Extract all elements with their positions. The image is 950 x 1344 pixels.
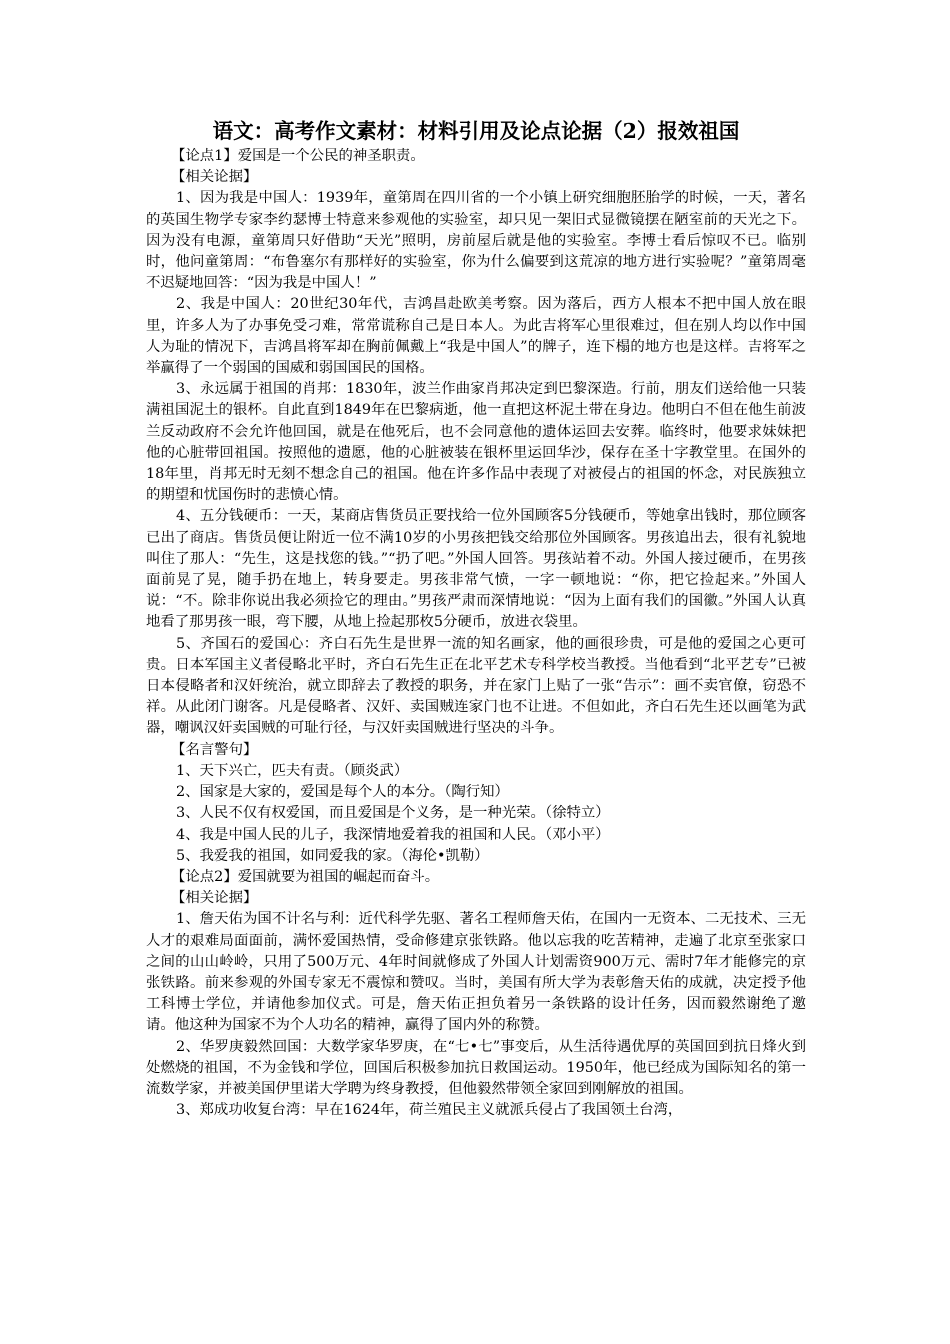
evidence-heading-2: 【相关论据】 [171, 890, 258, 907]
thesis-2: 【论点2】爱国就要为祖国的崛起而奋斗。 [171, 868, 440, 885]
evidence-paragraph: 1、因为我是中国人：1939年，童第周在四川省的一个小镇上研究细胞胚胎学的时候，一天，著名的英国生物学专家李约瑟博士特意来参观他的实验室，却只见一架旧式显微镜摆在陋室前的天光之下。因为没有电源，童第周只好借助“天光”照明，房前屋后就是他的实验室。李博士看后惊叹不已。临别时，他问童第周：“布鲁塞尔有那样好的实验室，你为什么偏要到这荒凉的地方进行实验呢？”童第周毫不迟疑地回答：“因为我是中国人！” [146, 190, 806, 292]
quote-item: 1、天下兴亡，匹夫有责。（顾炎武） [176, 762, 409, 779]
evidence-paragraph: 2、我是中国人：20世纪30年代，吉鸿昌赴欧美考察。因为落后，西方人根本不把中国人放在眼里，许多人为了办事免受刁难，常常谎称自己是日本人。为此吉将军心里很难过，但在别人均以作中国人为耻的情况下，吉鸿昌将军却在胸前佩戴上“我是中国人”的牌子，连下榻的地方也是这样。吉将军之举赢得了一个弱国的国威和弱国国民的国格。 [146, 296, 806, 377]
quote-item: 4、我是中国人民的儿子，我深情地爱着我的祖国和人民。（邓小平） [176, 826, 610, 843]
evidence-paragraph: 4、五分钱硬币：一天，某商店售货员正要找给一位外国顾客5分钱硬币，等她拿出钱时，那位顾客已出了商店。售货员便让附近一位不满10岁的小男孩把钱交给那位外国顾客。男孩追出去，很有礼貌地叫住了那人：“先生，这是找您的钱。”“扔了吧。”外国人回答。男孩站着不动。外国人接过硬币，在男孩面前晃了晃，随手扔在地上，转身要走。男孩非常气愤，一字一顿地说：“你，把它捡起来。”外国人说：“不。除非你说出我必须捡它的理由。”男孩严肃而深情地说：“因为上面有我们的国徽。”外国人认真地看了那男孩一眼，弯下腰，从地上捡起那枚5分硬币，放进衣袋里。 [146, 508, 806, 631]
evidence-paragraph: 3、郑成功收复台湾：早在1624年，荷兰殖民主义就派兵侵占了我国领土台湾， [176, 1102, 683, 1119]
quotes-heading: 【名言警句】 [171, 741, 258, 758]
quote-item: 2、国家是大家的，爱国是每个人的本分。（陶行知） [176, 784, 509, 801]
thesis-1: 【论点1】爱国是一个公民的神圣职责。 [171, 148, 425, 164]
quote-item: 3、人民不仅有权爱国，而且爱国是个义务，是一种光荣。（徐特立） [176, 805, 610, 822]
evidence-paragraph: 1、詹天佑为国不计名与利：近代科学先驱、著名工程师詹天佑，在国内一无资本、二无技术、三无人才的艰难局面面前，满怀爱国热情，受命修建京张铁路。他以忘我的吃苦精神，走遍了北京至张家口之间的山山岭岭，只用了500万元、4年时间就修成了外国人计划需资900万元、需时7年才能修完的京张铁路。前来参观的外国专家无不震惊和赞叹。当时，美国有所大学为表彰詹天佑的成就，决定授予他工科博士学位，并请他参加仪式。可是，詹天佑正担负着另一条铁路的设计任务，因而毅然谢绝了邀请。他这种为国家不为个人功名的精神，赢得了国内外的称赞。 [146, 911, 806, 1034]
evidence-paragraph: 2、华罗庚毅然回国：大数学家华罗庚，在“七•七”事变后，从生活待遇优厚的英国回到抗日烽火到处燃烧的祖国，不为金钱和学位，回国后积极参加抗日救国运动。1950年，他已经成为国际知名的第一流数学家，并被美国伊里诺大学聘为终身教授，但他毅然带领全家回到刚解放的祖国。 [146, 1038, 806, 1097]
document-title: 语文：高考作文素材：材料引用及论点论据（2）报效祖国 [212, 119, 740, 143]
evidence-paragraph: 3、永远属于祖国的肖邦：1830年，波兰作曲家肖邦决定到巴黎深造。行前，朋友们送给他一只装满祖国泥土的银杯。自此直到1849年在巴黎病逝，他一直把这杯泥土带在身边。他明白不但在他生前波兰反动政府不会允许他回国，就是在他死后，也不会同意他的遗体运回去安葬。临终时，他要求妹妹把他的心脏带回祖国。按照他的遗愿，他的心脏被装在银杯里运回华沙，保存在圣十字教堂里。在国外的18年里，肖邦无时无刻不想念自己的祖国。他在许多作品中表现了对被侵占的祖国的怀念，对民族独立的期望和忧国伤时的悲愤心情。 [146, 381, 806, 504]
document-page [146, 116, 806, 1121]
evidence-paragraph: 5、齐国石的爱国心：齐白石先生是世界一流的知名画家，他的画很珍贵，可是他的爱国之心更可贵。日本军国主义者侵略北平时，齐白石先生正在北平艺术专科学校当教授。当他看到“北平艺专”已被日本侵略者和汉奸统治，就立即辞去了教授的职务，并在家门上贴了一张“告示”：画不卖官僚，窃恐不祥。从此闭门谢客。凡是侵略者、汉奸、卖国贼连家门也不让进。不但如此，齐白石先生还以画笔为武器，嘲讽汉奸卖国贼的可耻行径，与汉奸卖国贼进行坚决的斗争。 [146, 635, 806, 737]
evidence-heading-1: 【相关论据】 [171, 169, 258, 186]
quote-item: 5、我爱我的祖国，如同爱我的家。（海伦•凯勒） [176, 847, 489, 864]
